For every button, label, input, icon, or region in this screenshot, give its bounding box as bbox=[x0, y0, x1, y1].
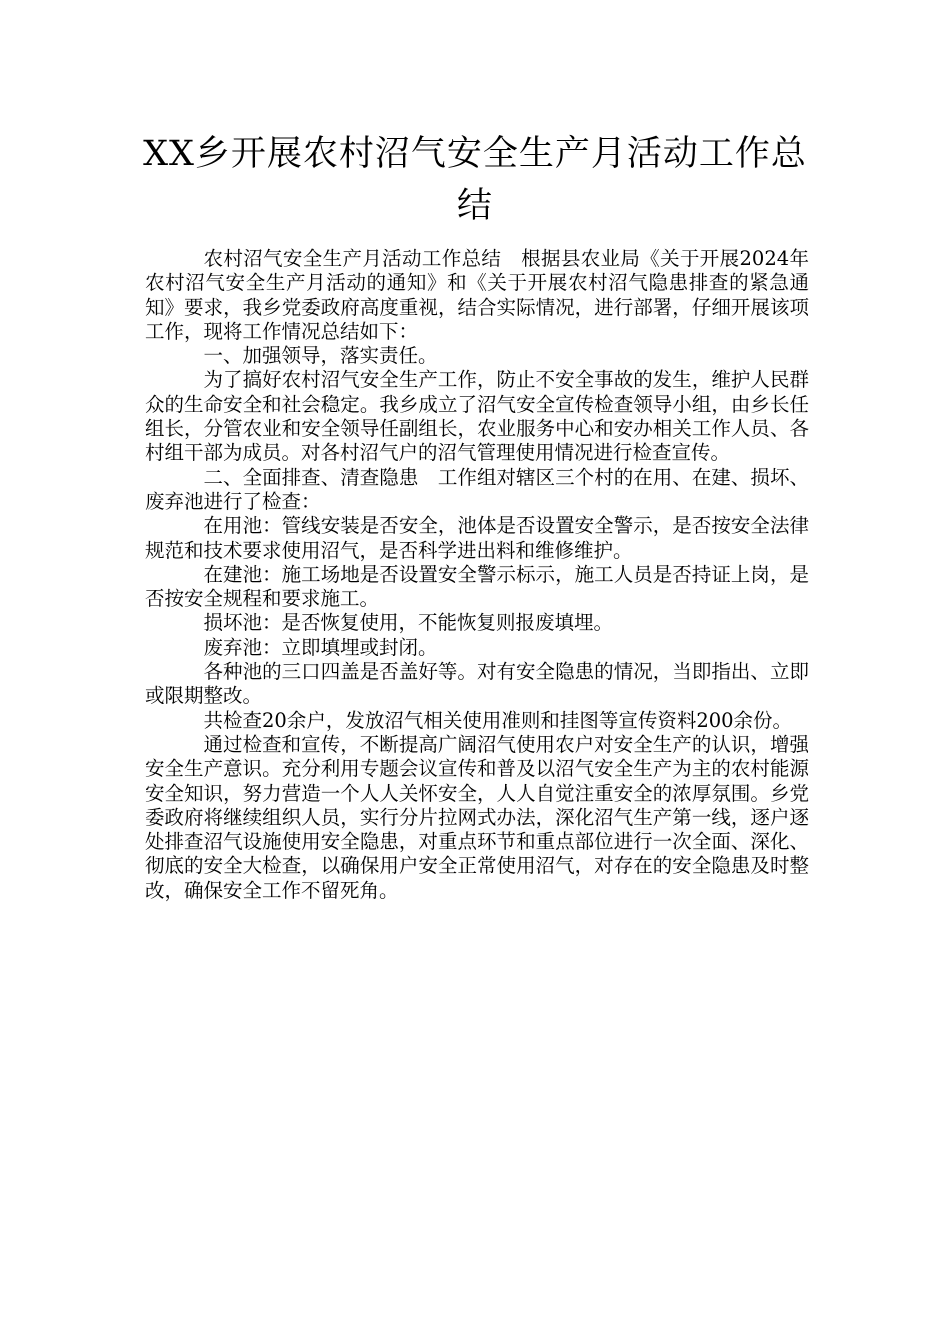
paragraph-intro: 农村沼气安全生产月活动工作总结 根据县农业局《关于开展2024年农村沼气安全生产月活动的通知》和《关于开展农村沼气隐患排查的紧急通知》要求，我乡党委政府高度重视，结合实际情况，进行部署，仔细开展该项工作，现将工作情况总结如下： bbox=[145, 247, 809, 343]
paragraph-covers-check: 各种池的三口四盖是否盖好等。对有安全隐患的情况，当即指出、立即或限期整改。 bbox=[145, 660, 809, 708]
paragraph-abandoned-pools: 废弃池：立即填埋或封闭。 bbox=[203, 635, 438, 659]
paragraph-conclusion: 通过检查和宣传，不断提高广阔沼气使用农户对安全生产的认识，增强安全生产意识。充分利用专题会议宣传和普及以沼气安全生产为主的农村能源安全知识，努力营造一个人人关怀安全，人人自觉注重安全的浓厚氛围。乡党委政府将继续组织人员，实行分片拉网式办法，深化沼气生产第一线，逐户逐处排查沼气设施使用安全隐患，对重点环节和重点部位进行一次全面、深化、彻底的安全大检查，以确保用户安全正常使用沼气，对存在的安全隐患及时整改，确保安全工作不留死角。 bbox=[145, 732, 809, 902]
paragraph-inspection-count: 共检查20余户，发放沼气相关使用准则和挂图等宣传资料200余份。 bbox=[203, 708, 793, 732]
paragraph-leadership: 为了搞好农村沼气安全生产工作，防止不安全事故的发生，维护人民群众的生命安全和社会稳定。我乡成立了沼气安全宣传检查领导小组，由乡长任组长，分管农业和安全领导任副组长，农业服务中心和安办相关工作人员、各村组干部为成员。对各村沼气户的沼气管理使用情况进行检查宣传。 bbox=[145, 368, 809, 465]
paragraph-damaged-pools: 损坏池：是否恢复使用，不能恢复则报废填埋。 bbox=[203, 611, 614, 635]
section-heading-leadership: 一、加强领导，落实责任。 bbox=[203, 344, 438, 368]
paragraph-in-use-pools: 在用池：管线安装是否安全，池体是否设置安全警示，是否按安全法律规范和技术要求使用沼气，是否科学进出料和维修维护。 bbox=[145, 514, 809, 562]
document-body bbox=[145, 247, 809, 903]
paragraph-under-construction-pools: 在建池：施工场地是否设置安全警示标示，施工人员是否持证上岗，是否按安全规程和要求施工。 bbox=[145, 562, 809, 611]
document-title: XX乡开展农村沼气安全生产月活动工作总结 bbox=[143, 134, 807, 226]
section-heading-inspection: 二、全面排查、清查隐患 工作组对辖区三个村的在用、在建、损坏、废弃池进行了检查： bbox=[145, 465, 809, 513]
